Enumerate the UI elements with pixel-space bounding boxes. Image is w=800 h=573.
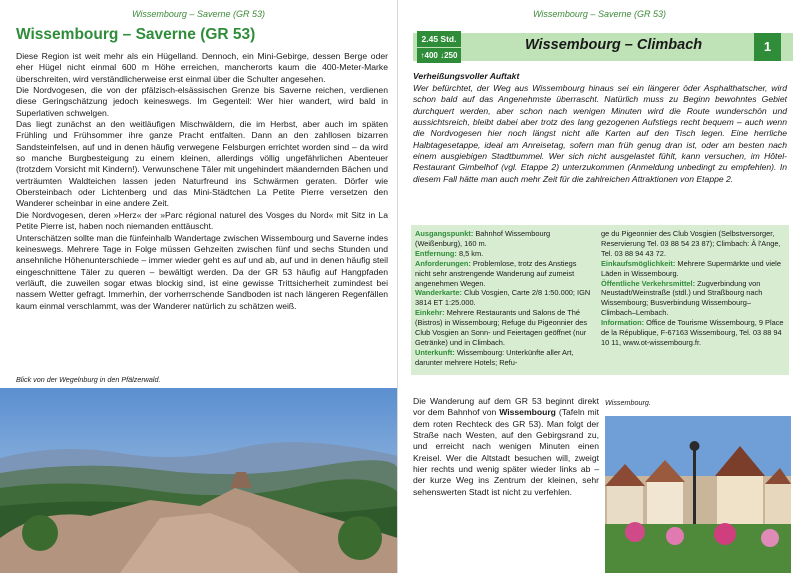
info-value: Mehrere Restaurants und Salons de Thé (Bistros) in Wissembourg; Refuge du Pigeonnier des Club Vosgien an Sonn- und Feiertagen geöffnet (nur Getränke) und in Climbach. [415,308,588,347]
intro-text [16,51,388,312]
info-value: Mehrere Supermärkte und viele Läden in Wissembourg. [601,258,781,278]
paragraph: Das liegt zunächst an den weitläufigen Mischwäldern, die im Herbst, aber auch im späten Frühling und Frühsommer ihre ganze Pracht entfalten. Dann an den zahllosen bizarren Sandsteinfelsen, auf und in denen häufig verwegene Felsburgen errichtet worden sind – da wird so manche Burgbesteigung zu einem kleinen, allerdings völlig ungefährlichen Abenteuer (trotzdem Vorsicht mit Kindern!). Verwunschene Täler mit ungehindert mäandernden Bächen und verträumten Waldteichen lassen jeden Naturfreund ins Schwärmen geraten. Dörfer wie Obersteinbach oder Lichtenberg und das Mini-Städtchen La Petite Pierre versetzen den Wanderer scheinbar in eine andere Zeit. [16,119,388,209]
info-item [601,229,785,259]
info-column-right [601,229,785,348]
paragraph: Diese Region ist weit mehr als ein Hügelland. Dennoch, ein Mini-Gebirge, dessen Berge oder eher Hügel nicht einmal 600 m Höhe erreichen, mancherorts kaum die 400-Meter-Marke überschreiten, wird verständlicherweise erst einmal über die Schulter angesehen. [16,51,388,84]
route-stats [417,31,461,63]
town-photo [605,416,791,573]
paragraph: Unterschätzen sollte man die fünfeinhalb Wandertage zwischen Wissembourg und Saverne indes keineswegs. Mehrere Tage in Folge müssen Gehzeiten zwischen fünf und sechs Stunden und ansehnliche Höhenunterschiede – immer wieder geht es auf und ab, auf und in denen häufig steil eingeschnittene Täler zu queren – bewältigt werden. Da der GR 53 häufig auf Hangpfaden verläuft, die zuweilen sogar etwas blockig sind, ist eine gewisse Trittsicherheit zumindest bei nassem Wetter gefragt. Immerhin, der vorherrschende Sandboden ist nach längeren Regenfällen kaum einmal verschlammt, was der Wanderer natürlich zu schätzen weiß. [16,232,388,311]
info-item [415,259,593,289]
info-label: Information: [601,318,645,328]
info-item [415,229,593,249]
info-value: Zugverbindung von Neustadt/Weinstraße (stdl.) und Straßbourg nach Wissembourg; Busverbindung Wissembourg–Climbach–Lembach. [601,278,763,318]
info-value: Wissembourg: Unterkünfte aller Art, darunter mehrere Hotels; Refu- [415,347,574,367]
photo-caption: Blick von der Wegelnburg in den Pfälzerwald. [16,375,161,384]
walk-intro: Die Wanderung auf dem GR 53 beginnt direkt vor dem Bahnhof von [413,396,599,418]
info-value: Office de Tourisme Wissembourg, 9 Place de la République, F-67163 Wissembourg, Tel. 03 88 94 10 11, www.ot-wissembourg.fr. [601,318,784,347]
landscape-photo [0,388,398,573]
info-value: ge du Pigeonnier des Club Vosgien (Selbstversorger, Reservierung Tel. 03 88 54 23 87); Climbach: À l'Ange, Tel. 03 88 94 43 72. [601,229,781,258]
route-description [413,396,599,498]
paragraph: Die Nordvogesen, die von der pfälzisch-elsässischen Grenze bis Saverne reichen, verdienen diese Geringschätzung jedoch keineswegs. Im Gegenteil: Wer hier wandert, wird bald in Superlativen schwelgen. [16,85,388,118]
route-number-badge: 1 [754,33,781,61]
info-label: Ausgangspunkt: [415,229,474,238]
duration-badge: 2.45 Std. [417,31,461,47]
walk-rest: (Tafeln mit dem roten Rechteck des GR 53). Man folgt der Straße nach Westen, auf den Gebirgsrand zu, und erreicht nach wenigen Minuten einen Kreisel. Wer die Altstadt besuchen will, zweigt hier rechts und wenig später wieder links ab – der kurze Weg ins Zentrum der kleinen, sehr sehenswerten Stadt ist nicht zu verfehlen. [413,407,600,497]
route-summary: Wer befürchtet, der Weg aus Wissembourg hinaus sei ein längerer öder Asphalthatscher, wird schon bald auf das Angenehmste überrascht. Natürlich muss zu Beginn bewohntes Gebiet durchquert werden, aber schon nach wenigen Minuten wird die Route wunderschön und aussichtsreich, bleibt dabei aber trotz des lang gezogenen Aufstiegs recht bequem – auch wenn die Nordvogesen hier noch längst nicht alle Karten auf den Tisch legen. Eine herrliche Halbtagesetappe, ideal am Anreisetag, sofern man früh genug dran ist, oder am besten nach einem ausgiebigen Stadtbummel. Wer sich nicht ausgelastet fühlt, kann versuchen, im Hôtel-Restaurant Gimbelhof (vgl. Etappe 2) unterzukommen (Anmeldung unbedingt zu empfehlen). In diesem Fall hätte man auch mehr Zeit für die zahlreichen Attraktionen von Etappe 2. [413,83,787,184]
running-head-left: Wissembourg – Saverne (GR 53) [132,9,265,19]
info-item [601,279,785,319]
paragraph: Die Nordvogesen, deren »Herz« der »Parc régional naturel des Vosges du Nord« mit Sitz in La Petite Pierre ist, haben noch niemanden enttäuscht. [16,209,388,232]
info-item [415,348,593,368]
info-label: Entfernung: [415,248,457,258]
info-label: Anforderungen: [415,258,471,268]
info-label: Öffentliche Verkehrsmittel: [601,278,696,288]
right-page [399,0,800,573]
photo-caption: Wissembourg. [605,398,651,407]
info-value: Club Vosgien, Carte 2/8 1:50.000; IGN 3814 ET 1:25.000. [415,288,591,308]
route-title: Wissembourg – Climbach [525,37,703,53]
info-value: Bahnhof Wissembourg (Weißenburg), 160 m. [415,229,551,248]
info-label: Unterkunft: [415,347,455,357]
info-item [601,259,785,279]
info-label: Einkaufsmöglichkeit: [601,258,676,268]
walk-place: Wissembourg [499,407,556,418]
running-head-right: Wissembourg – Saverne (GR 53) [533,9,666,19]
info-label: Einkehr: [415,308,445,318]
info-value: 8,5 km. [458,248,484,258]
page-title: Wissembourg – Saverne (GR 53) [16,26,256,43]
info-column-left [415,229,593,368]
info-item [601,318,785,348]
info-value: Problemlose, trotz des Anstiegs nicht sehr anstrengende Wanderung auf zumeist angenehmen Wegen. [415,258,577,288]
left-page [0,0,398,573]
elevation-badge: ↑400 ↓250 [417,47,461,63]
info-item [415,288,593,308]
info-label: Wanderkarte: [415,288,462,298]
section-heading: Verheißungsvoller Auftakt [413,71,520,81]
info-item [415,249,593,259]
info-item [415,308,593,348]
